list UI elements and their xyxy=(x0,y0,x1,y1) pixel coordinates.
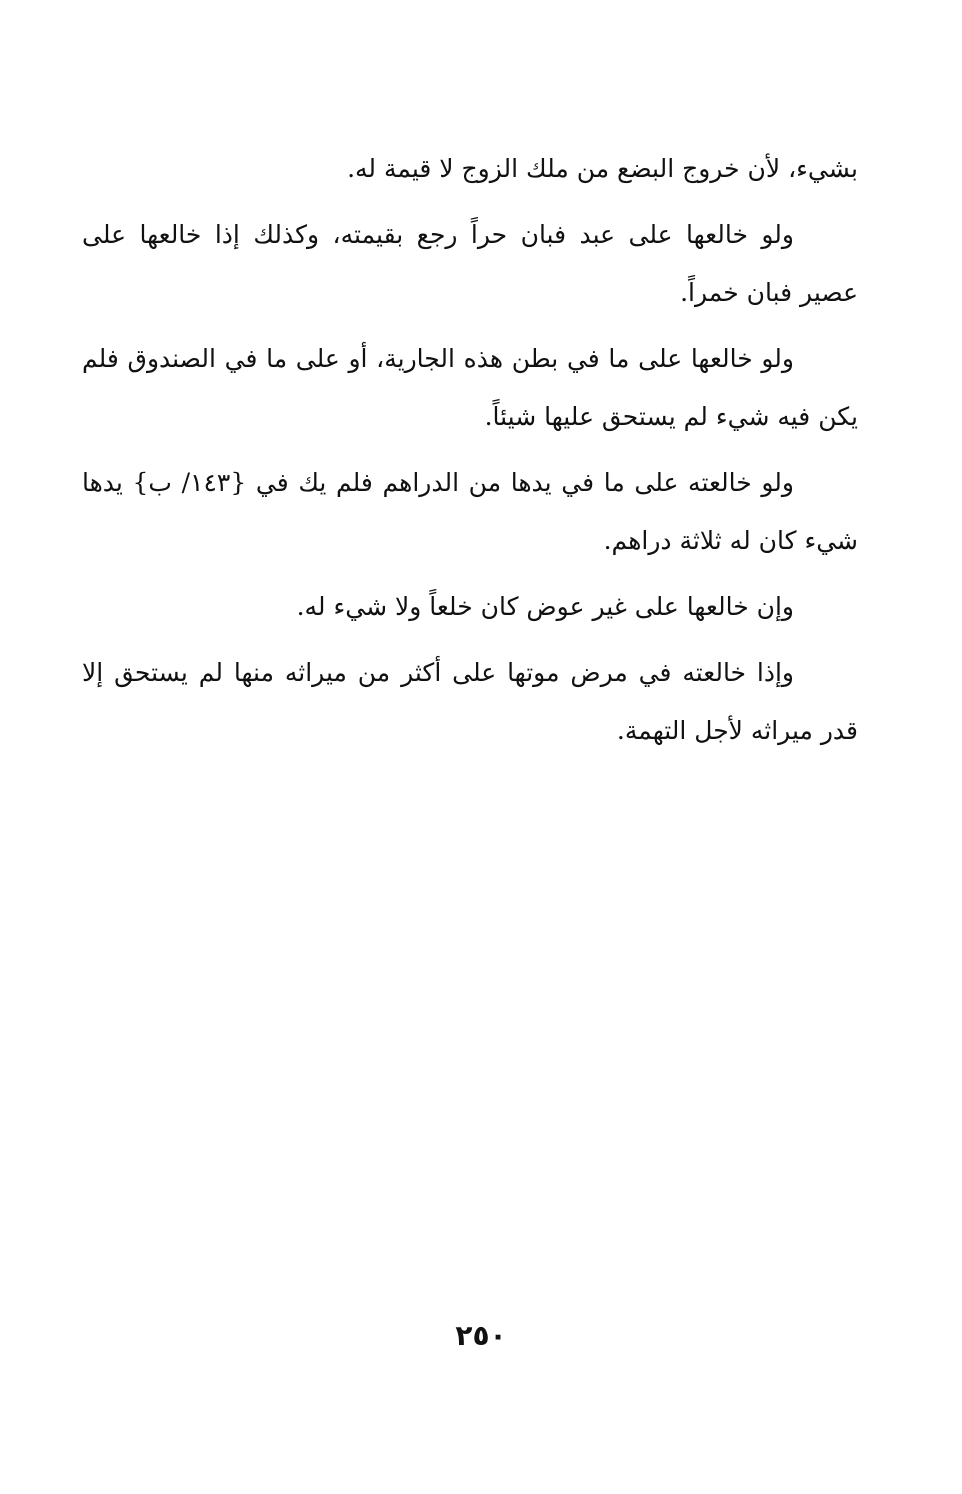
paragraph-continuation: بشيء، لأن خروج البضع من ملك الزوج لا قيمة له. xyxy=(347,154,858,183)
body-text xyxy=(82,140,858,768)
paragraph: ولو خالعها على ما في بطن هذه الجارية، أو على ما في الصندوق فلم يكن فيه شيء لم يستحق عليها شيئاً. xyxy=(82,344,858,431)
paragraph: ولو خالعها على عبد فبان حراً رجع بقيمته، وكذلك إذا خالعها على عصير فبان خمراً. xyxy=(82,220,858,307)
page-number: ٢٥٠ xyxy=(455,1319,507,1352)
paragraph: وإذا خالعته في مرض موتها على أكثر من ميراثه منها لم يستحق إلا قدر ميراثه لأجل التهمة. xyxy=(82,658,858,745)
paragraph: وإن خالعها على غير عوض كان خلعاً ولا شيء له. xyxy=(296,592,794,621)
paragraph: ولو خالعته على ما في يدها من الدراهم فلم يك في {١٤٣/ ب} يدها شيء كان له ثلاثة دراهم. xyxy=(82,468,858,555)
